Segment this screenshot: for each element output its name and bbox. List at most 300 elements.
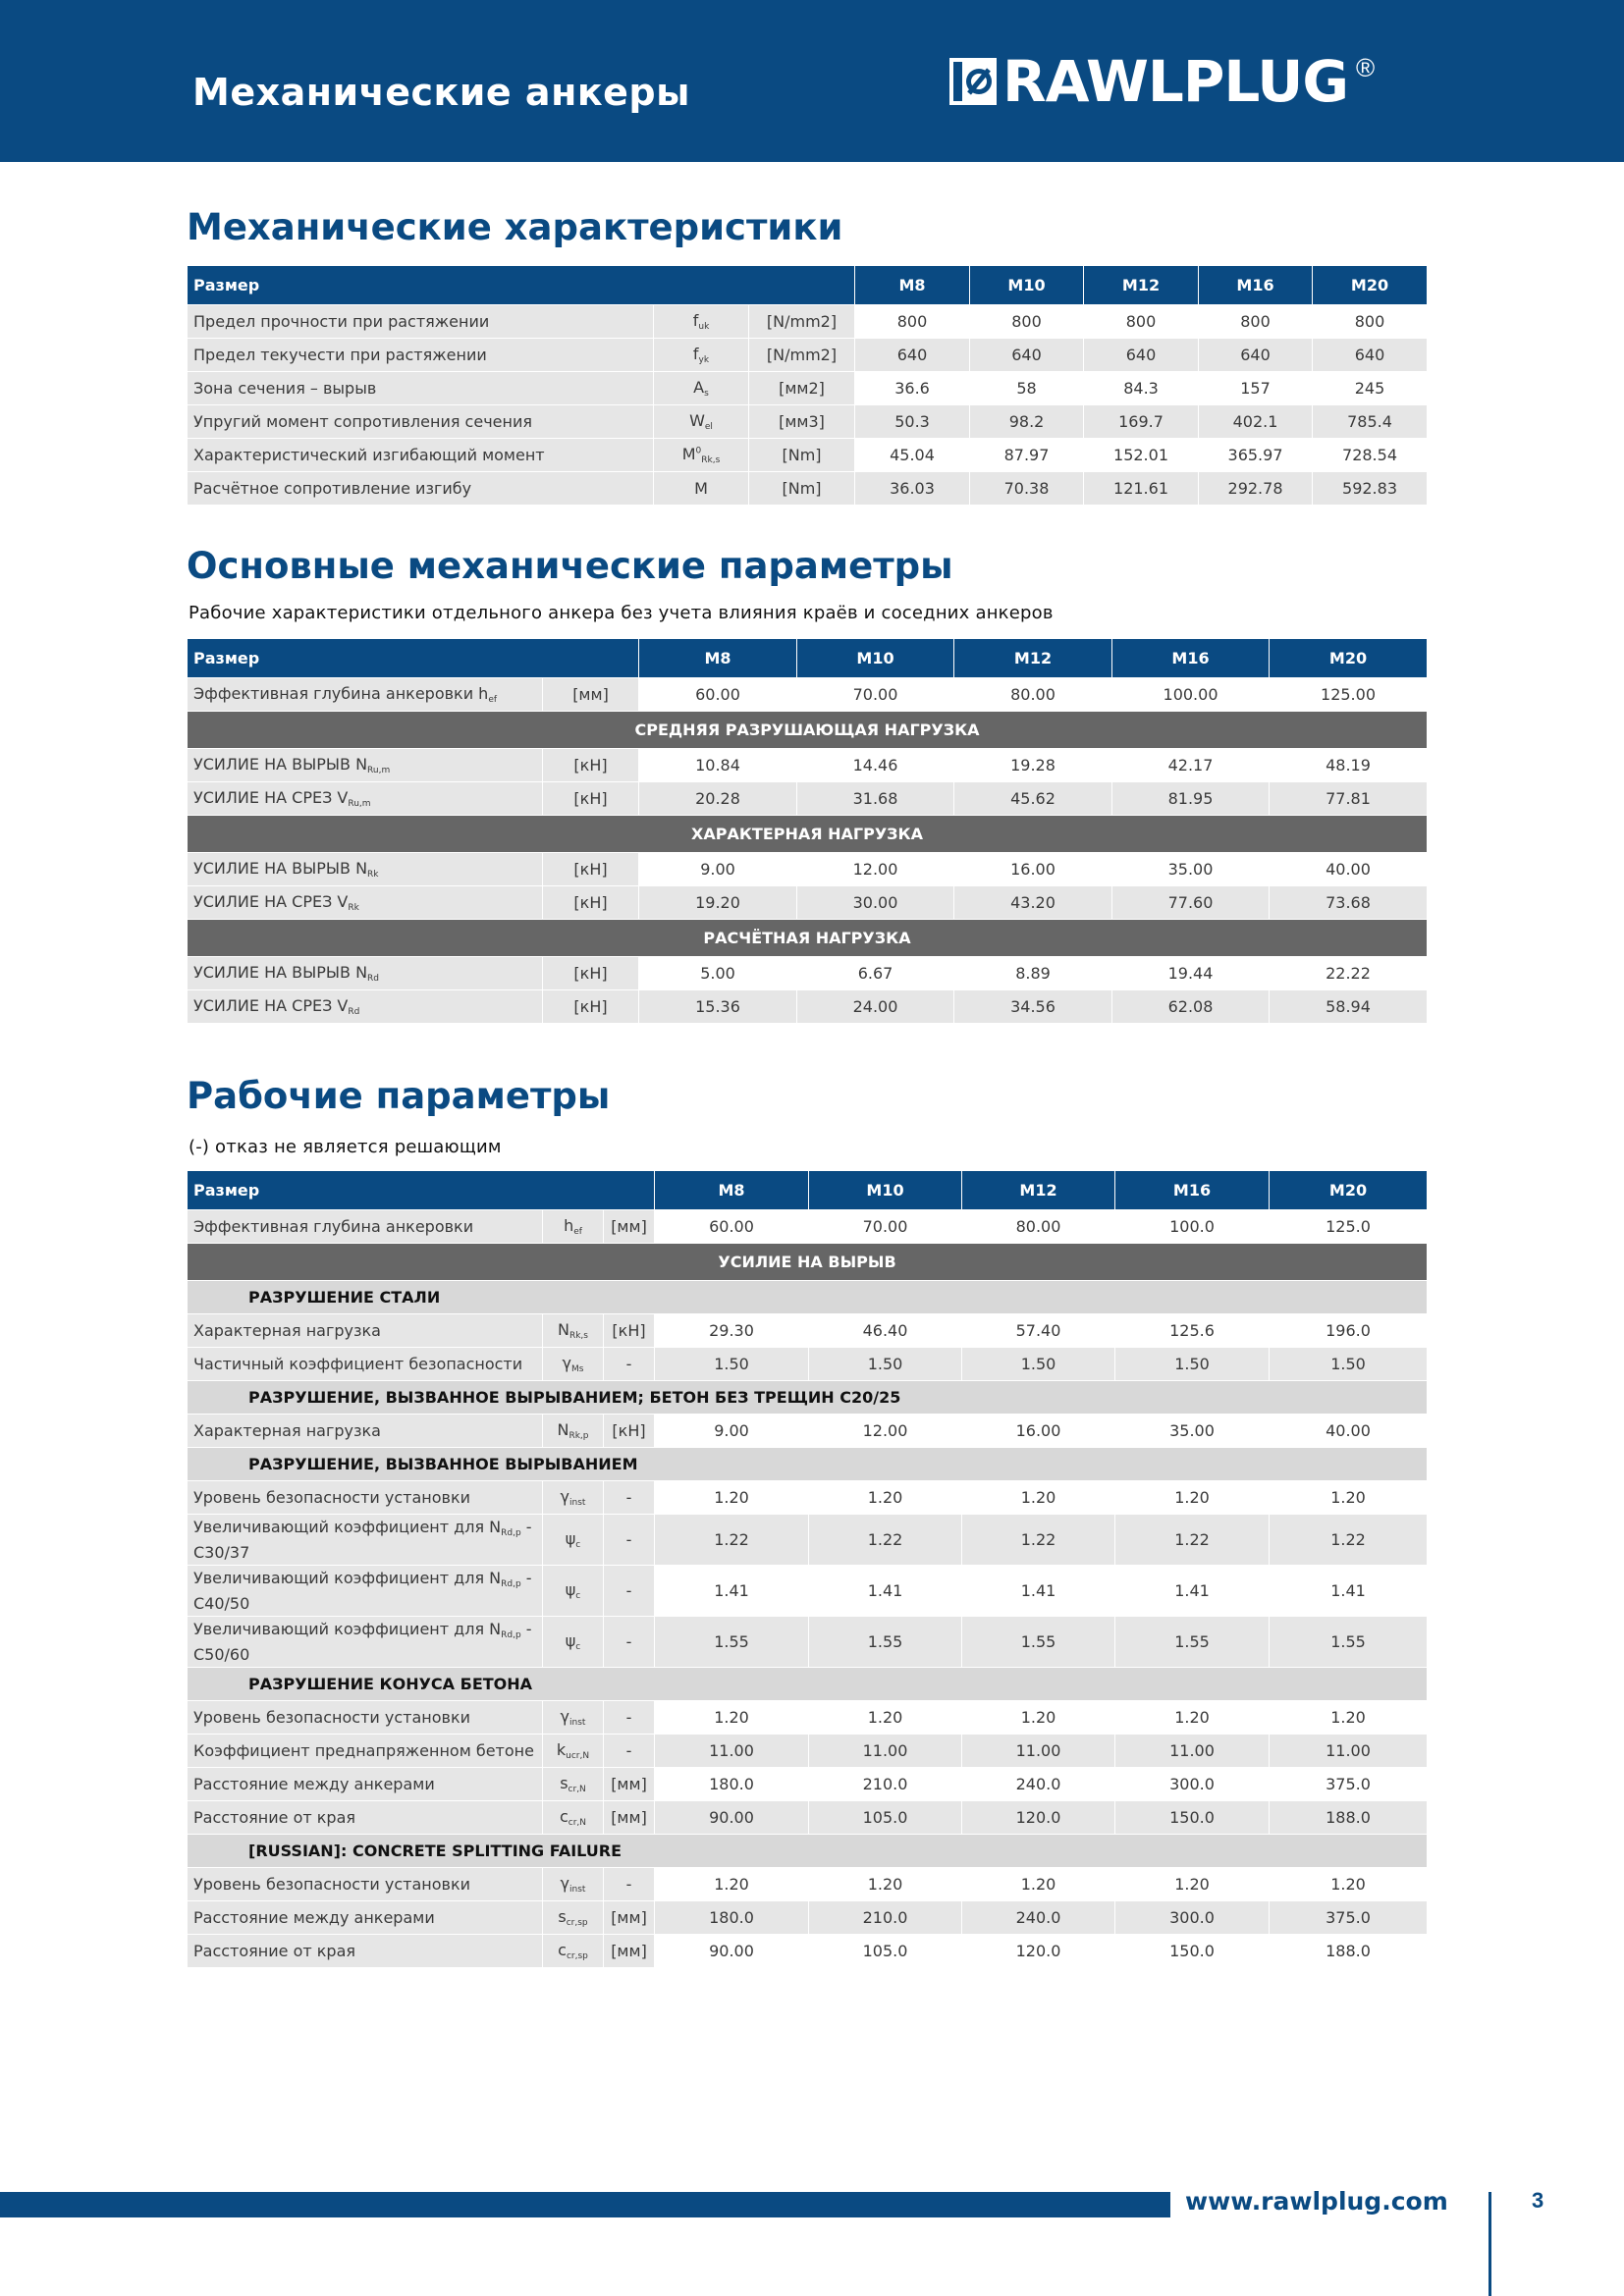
size-column-header: M16	[1112, 639, 1270, 678]
value-cell: 15.36	[639, 990, 797, 1024]
row-label	[188, 1768, 543, 1801]
symbol-sub: cr,sp	[566, 1951, 588, 1961]
value-cell: 77.60	[1112, 886, 1270, 920]
row-label-text: Расстояние между анкерами	[193, 1775, 435, 1793]
value-cell: 240.0	[962, 1768, 1115, 1801]
symbol-base: ψ	[565, 1529, 576, 1548]
value-cell: 9.00	[639, 853, 797, 886]
value-cell: 11.00	[809, 1735, 962, 1768]
value-cell: 16.00	[962, 1415, 1115, 1448]
value-cell: 1.55	[809, 1617, 962, 1668]
value-cell: 300.0	[1115, 1768, 1270, 1801]
value-cell: 1.55	[655, 1617, 809, 1668]
value-cell: 40.00	[1270, 1415, 1428, 1448]
row-label-text: Уровень безопасности установки	[193, 1875, 470, 1894]
value-cell: 1.50	[809, 1348, 962, 1381]
row-label	[188, 990, 543, 1024]
value-cell: 1.50	[1115, 1348, 1270, 1381]
symbol-sub: cr,sp	[566, 1918, 588, 1928]
value-cell: 105.0	[809, 1935, 962, 1968]
value-cell: 300.0	[1115, 1901, 1270, 1935]
value-cell: 12.00	[809, 1415, 962, 1448]
row-label-text: УСИЛИЕ НА СРЕЗ V	[193, 996, 349, 1015]
value-cell: 188.0	[1270, 1935, 1428, 1968]
value-cell: 1.20	[1270, 1701, 1428, 1735]
row-label-text: УСИЛИЕ НА СРЕЗ V	[193, 788, 349, 807]
value-cell: 80.00	[962, 1210, 1115, 1244]
group-header-row	[188, 1668, 1428, 1701]
value-cell: 800	[855, 305, 970, 339]
value-cell: 196.0	[1270, 1314, 1428, 1348]
table-row	[188, 405, 1428, 439]
symbol-cell	[543, 1735, 604, 1768]
symbol-sub: yk	[698, 355, 710, 365]
value-cell: 1.20	[962, 1481, 1115, 1515]
table-row	[188, 1617, 1428, 1668]
symbol-sub: c	[575, 1540, 581, 1550]
row-label-text: Характерная нагрузка	[193, 1321, 381, 1340]
unit-cell: -	[604, 1735, 655, 1768]
size-column-header: M8	[855, 266, 970, 305]
symbol-cell	[543, 1701, 604, 1735]
value-cell: 70.38	[970, 472, 1084, 506]
mechanical-properties-table	[187, 265, 1428, 506]
row-label	[188, 1515, 543, 1566]
row-label: Зона сечения – вырыв	[188, 372, 654, 405]
row-label-text: Характерная нагрузка	[193, 1421, 381, 1440]
logo-wordmark: RAWLPLUG	[1002, 48, 1348, 115]
row-label	[188, 782, 543, 816]
table-row	[188, 1701, 1428, 1735]
row-label	[188, 1566, 543, 1617]
symbol-sub: Rk,p	[568, 1431, 589, 1441]
label-sub: Ru,m	[348, 799, 371, 809]
value-cell: 8.89	[954, 957, 1112, 990]
group-header-row	[188, 1448, 1428, 1481]
value-cell: 240.0	[962, 1901, 1115, 1935]
value-cell: 43.20	[954, 886, 1112, 920]
symbol-sub: ucr,N	[566, 1751, 590, 1761]
symbol-cell	[543, 1935, 604, 1968]
symbol-cell	[543, 1415, 604, 1448]
value-cell: 640	[1199, 339, 1313, 372]
table-row	[188, 1901, 1428, 1935]
table-row	[188, 1314, 1428, 1348]
size-column-header: M20	[1270, 1171, 1428, 1210]
label-sub: Rk	[348, 903, 359, 913]
label-sub: Rd	[367, 974, 380, 984]
symbol-cell	[543, 1481, 604, 1515]
unit-cell: [мм]	[604, 1935, 655, 1968]
value-cell: 1.50	[962, 1348, 1115, 1381]
value-cell: 9.00	[655, 1415, 809, 1448]
symbol-cell	[543, 1617, 604, 1668]
table-row	[188, 1566, 1428, 1617]
value-cell: 34.56	[954, 990, 1112, 1024]
value-cell: 1.20	[962, 1701, 1115, 1735]
table-row	[188, 1348, 1428, 1381]
group-header-row	[188, 816, 1428, 853]
footer-divider	[1489, 2192, 1491, 2296]
band-row	[188, 1244, 1428, 1281]
value-cell: 785.4	[1313, 405, 1428, 439]
value-cell: 12.00	[797, 853, 954, 886]
table-row	[188, 990, 1428, 1024]
value-cell: 728.54	[1313, 439, 1428, 472]
symbol-cell	[543, 1314, 604, 1348]
value-cell: 640	[855, 339, 970, 372]
unit-cell: [кН]	[543, 957, 639, 990]
footer-bar	[0, 2192, 1170, 2217]
value-cell: 84.3	[1084, 372, 1199, 405]
table-row	[188, 1735, 1428, 1768]
section-subtitle: (-) отказ не является решающим	[189, 1137, 502, 1157]
value-cell: 100.00	[1112, 678, 1270, 712]
value-cell: 125.0	[1270, 1210, 1428, 1244]
symbol-base: f	[692, 311, 699, 330]
row-label-text: Расстояние между анкерами	[193, 1908, 435, 1927]
symbol-base: N	[557, 1420, 569, 1439]
symbol-sub: inst	[569, 1718, 586, 1728]
value-cell: 40.00	[1270, 853, 1428, 886]
row-label-suffix: - C30/37	[193, 1517, 532, 1562]
size-column-header: M10	[809, 1171, 962, 1210]
unit-cell: [мм]	[604, 1801, 655, 1835]
value-cell: 120.0	[962, 1935, 1115, 1968]
symbol-cell	[543, 1348, 604, 1381]
size-header: Размер	[188, 1171, 655, 1210]
value-cell: 640	[1084, 339, 1199, 372]
value-cell: 29.30	[655, 1314, 809, 1348]
symbol-base: γ	[560, 1707, 570, 1726]
value-cell: 121.61	[1084, 472, 1199, 506]
value-cell: 24.00	[797, 990, 954, 1024]
value-cell: 22.22	[1270, 957, 1428, 990]
value-cell: 640	[970, 339, 1084, 372]
value-cell: 45.62	[954, 782, 1112, 816]
row-label	[188, 957, 543, 990]
page-header	[0, 0, 1624, 162]
website-link[interactable]: www.rawlplug.com	[1185, 2187, 1448, 2216]
value-cell: 1.41	[962, 1566, 1115, 1617]
table-row	[188, 678, 1428, 712]
value-cell: 1.20	[655, 1481, 809, 1515]
row-label-text: УСИЛИЕ НА СРЕЗ V	[193, 892, 349, 911]
row-label-suffix: - C40/50	[193, 1568, 532, 1613]
unit-cell: [кН]	[543, 782, 639, 816]
registered-mark: ®	[1355, 53, 1376, 82]
unit-cell: [мм]	[604, 1210, 655, 1244]
table-row	[188, 439, 1428, 472]
value-cell: 11.00	[655, 1735, 809, 1768]
symbol-base: A	[693, 378, 705, 397]
value-cell: 120.0	[962, 1801, 1115, 1835]
value-cell: 1.20	[809, 1701, 962, 1735]
value-cell: 375.0	[1270, 1901, 1428, 1935]
value-cell: 14.46	[797, 749, 954, 782]
value-cell: 19.28	[954, 749, 1112, 782]
value-cell: 210.0	[809, 1901, 962, 1935]
row-label	[188, 853, 543, 886]
value-cell: 1.50	[655, 1348, 809, 1381]
unit-cell: -	[604, 1566, 655, 1617]
row-label: Характеристический изгибающий момент	[188, 439, 654, 472]
row-label-text: УСИЛИЕ НА ВЫРЫВ N	[193, 963, 368, 982]
value-cell: 1.22	[1115, 1515, 1270, 1566]
symbol-cell	[543, 1868, 604, 1901]
value-cell: 1.22	[1270, 1515, 1428, 1566]
value-cell: 592.83	[1313, 472, 1428, 506]
table-row	[188, 372, 1428, 405]
row-label	[188, 1617, 543, 1668]
value-cell: 19.20	[639, 886, 797, 920]
value-cell: 11.00	[1270, 1735, 1428, 1768]
unit-cell: [мм]	[604, 1901, 655, 1935]
label-sub: Rk	[367, 870, 379, 880]
value-cell: 1.20	[1115, 1701, 1270, 1735]
symbol-sub: inst	[569, 1885, 586, 1895]
value-cell: 1.55	[1270, 1617, 1428, 1668]
value-cell: 35.00	[1115, 1415, 1270, 1448]
value-cell: 70.00	[797, 678, 954, 712]
table-header-row	[188, 1171, 1428, 1210]
size-column-header: M16	[1115, 1171, 1270, 1210]
symbol-base: c	[559, 1807, 568, 1826]
value-cell: 1.41	[809, 1566, 962, 1617]
symbol-sub: c	[575, 1642, 581, 1652]
size-column-header: M12	[962, 1171, 1115, 1210]
table-header-row	[188, 266, 1428, 305]
unit-cell: [кН]	[604, 1314, 655, 1348]
symbol-sub: el	[704, 422, 713, 432]
symbol-cell	[543, 1515, 604, 1566]
row-label	[188, 1735, 543, 1768]
value-cell: 10.84	[639, 749, 797, 782]
rawlplug-logo-icon	[947, 56, 999, 107]
symbol-cell	[543, 1901, 604, 1935]
value-cell: 87.97	[970, 439, 1084, 472]
table-header-row	[188, 639, 1428, 678]
value-cell: 1.20	[809, 1481, 962, 1515]
size-column-header: M10	[797, 639, 954, 678]
symbol-sub: ef	[573, 1227, 582, 1237]
value-cell: 125.00	[1270, 678, 1428, 712]
value-cell: 1.50	[1270, 1348, 1428, 1381]
row-label	[188, 1868, 543, 1901]
table-row	[188, 472, 1428, 506]
group-title: РАЗРУШЕНИЕ, ВЫЗВАННОЕ ВЫРЫВАНИЕМ; БЕТОН БЕЗ ТРЕЩИН С20/25	[188, 1381, 1428, 1415]
unit-cell: [кН]	[543, 749, 639, 782]
value-cell: 6.67	[797, 957, 954, 990]
symbol-sub: Rk,s	[701, 455, 721, 465]
symbol-base: h	[564, 1216, 574, 1235]
row-label	[188, 1481, 543, 1515]
symbol-base: N	[558, 1320, 569, 1339]
group-header-row	[188, 1281, 1428, 1314]
symbol-cell	[654, 439, 749, 472]
table-row	[188, 749, 1428, 782]
symbol-cell	[654, 339, 749, 372]
symbol-base: ψ	[565, 1631, 576, 1650]
table-row	[188, 853, 1428, 886]
group-header-row	[188, 920, 1428, 957]
size-column-header: M8	[639, 639, 797, 678]
unit-cell: [кН]	[543, 886, 639, 920]
value-cell: 58	[970, 372, 1084, 405]
table-row	[188, 339, 1428, 372]
value-cell: 1.20	[655, 1868, 809, 1901]
value-cell: 1.20	[1115, 1481, 1270, 1515]
value-cell: 35.00	[1112, 853, 1270, 886]
value-cell: 19.44	[1112, 957, 1270, 990]
value-cell: 48.19	[1270, 749, 1428, 782]
row-label-text: Частичный коэффициент безопасности	[193, 1355, 523, 1373]
table-row	[188, 1868, 1428, 1901]
size-column-header: M8	[655, 1171, 809, 1210]
group-header-row	[188, 1381, 1428, 1415]
label-sub: Rd,p	[501, 1629, 521, 1640]
value-cell: 5.00	[639, 957, 797, 990]
unit-cell: [Nm]	[749, 472, 855, 506]
value-cell: 292.78	[1199, 472, 1313, 506]
row-label	[188, 886, 543, 920]
value-cell: 100.0	[1115, 1210, 1270, 1244]
table-row	[188, 1210, 1428, 1244]
row-label	[188, 1348, 543, 1381]
symbol-base: M	[681, 445, 696, 463]
unit-cell: [кН]	[604, 1415, 655, 1448]
row-label-text: Увеличивающий коэффициент для N	[193, 1517, 502, 1536]
row-label	[188, 1701, 543, 1735]
table-row	[188, 1481, 1428, 1515]
size-column-header: M10	[970, 266, 1084, 305]
value-cell: 16.00	[954, 853, 1112, 886]
value-cell: 58.94	[1270, 990, 1428, 1024]
label-sub: ef	[488, 695, 498, 705]
row-label: Эффективная глубина анкеровки	[188, 1210, 543, 1244]
section-subtitle: Рабочие характеристики отдельного анкера без учета влияния краёв и соседних анкеров	[189, 603, 1054, 623]
value-cell: 30.00	[797, 886, 954, 920]
unit-cell: -	[604, 1868, 655, 1901]
group-title: РАЗРУШЕНИЕ, ВЫЗВАННОЕ ВЫРЫВАНИЕМ	[188, 1448, 1428, 1481]
value-cell: 365.97	[1199, 439, 1313, 472]
row-label: Расчётное сопротивление изгибу	[188, 472, 654, 506]
value-cell: 1.20	[1270, 1481, 1428, 1515]
band-title: УСИЛИЕ НА ВЫРЫВ	[188, 1244, 1428, 1281]
value-cell: 80.00	[954, 678, 1112, 712]
value-cell: 1.22	[809, 1515, 962, 1566]
value-cell: 1.55	[962, 1617, 1115, 1668]
value-cell: 800	[1084, 305, 1199, 339]
row-label-text: Увеличивающий коэффициент для N	[193, 1568, 502, 1587]
value-cell: 1.20	[809, 1868, 962, 1901]
row-label	[188, 1935, 543, 1968]
value-cell: 210.0	[809, 1768, 962, 1801]
symbol-base: k	[556, 1740, 567, 1759]
symbol-base: c	[558, 1941, 567, 1959]
table-row	[188, 305, 1428, 339]
symbol-cell	[654, 372, 749, 405]
symbol-cell	[543, 1768, 604, 1801]
table-row	[188, 1768, 1428, 1801]
symbol-base: f	[692, 345, 699, 363]
unit-cell: [мм]	[543, 678, 639, 712]
group-title: СРЕДНЯЯ РАЗРУШАЮЩАЯ НАГРУЗКА	[188, 712, 1428, 749]
symbol-sup: 0	[695, 446, 702, 456]
value-cell: 152.01	[1084, 439, 1199, 472]
row-label	[188, 749, 543, 782]
value-cell: 180.0	[655, 1901, 809, 1935]
symbol-base: γ	[560, 1487, 570, 1506]
row-label: Предел текучести при растяжении	[188, 339, 654, 372]
value-cell: 800	[1199, 305, 1313, 339]
row-label	[188, 1901, 543, 1935]
row-label-text: Эффективная глубина анкеровки h	[193, 684, 489, 703]
value-cell: 60.00	[655, 1210, 809, 1244]
group-title: ХАРАКТЕРНАЯ НАГРУЗКА	[188, 816, 1428, 853]
row-label-text: Увеличивающий коэффициент для N	[193, 1619, 502, 1638]
table-row	[188, 1935, 1428, 1968]
value-cell: 1.55	[1115, 1617, 1270, 1668]
unit-cell: [N/mm2]	[749, 339, 855, 372]
row-label-text: УСИЛИЕ НА ВЫРЫВ N	[193, 859, 368, 878]
value-cell: 45.04	[855, 439, 970, 472]
value-cell: 375.0	[1270, 1768, 1428, 1801]
value-cell: 73.68	[1270, 886, 1428, 920]
table-row	[188, 1415, 1428, 1448]
page-number: 3	[1532, 2188, 1544, 2213]
size-column-header: M20	[1313, 266, 1428, 305]
row-label-text: УСИЛИЕ НА ВЫРЫВ N	[193, 755, 368, 774]
value-cell: 36.03	[855, 472, 970, 506]
label-sub: Rd,p	[501, 1578, 521, 1589]
value-cell: 70.00	[809, 1210, 962, 1244]
unit-cell: -	[604, 1701, 655, 1735]
unit-cell: [N/mm2]	[749, 305, 855, 339]
value-cell: 1.20	[962, 1868, 1115, 1901]
row-label-text: Расстояние от края	[193, 1942, 356, 1960]
rawlplug-logo	[947, 48, 1376, 115]
value-cell: 1.20	[1270, 1868, 1428, 1901]
label-sub: Rd,p	[501, 1527, 521, 1538]
table-row	[188, 782, 1428, 816]
size-header: Размер	[188, 639, 639, 678]
section-title-basic-parameters: Основные механические параметры	[187, 545, 953, 587]
table-row	[188, 957, 1428, 990]
symbol-sub: c	[575, 1591, 581, 1601]
value-cell: 81.95	[1112, 782, 1270, 816]
symbol-sub: Rk,s	[568, 1331, 588, 1341]
value-cell: 150.0	[1115, 1935, 1270, 1968]
header-title: Механические анкеры	[192, 71, 690, 114]
section-title-mechanical: Механические характеристики	[187, 206, 843, 248]
working-parameters-table	[187, 1170, 1428, 1968]
value-cell: 800	[970, 305, 1084, 339]
row-label-text: Уровень безопасности установки	[193, 1488, 470, 1507]
value-cell: 180.0	[655, 1768, 809, 1801]
value-cell: 188.0	[1270, 1801, 1428, 1835]
value-cell: 11.00	[1115, 1735, 1270, 1768]
value-cell: 46.40	[809, 1314, 962, 1348]
size-column-header: M16	[1199, 266, 1313, 305]
symbol-base: ψ	[565, 1580, 576, 1599]
value-cell: 36.6	[855, 372, 970, 405]
symbol-sub: inst	[569, 1498, 586, 1508]
value-cell: 1.20	[655, 1701, 809, 1735]
unit-cell: -	[604, 1617, 655, 1668]
row-label-text: Коэффициент преднапряженном бетоне	[193, 1741, 534, 1760]
symbol-cell	[654, 472, 749, 506]
